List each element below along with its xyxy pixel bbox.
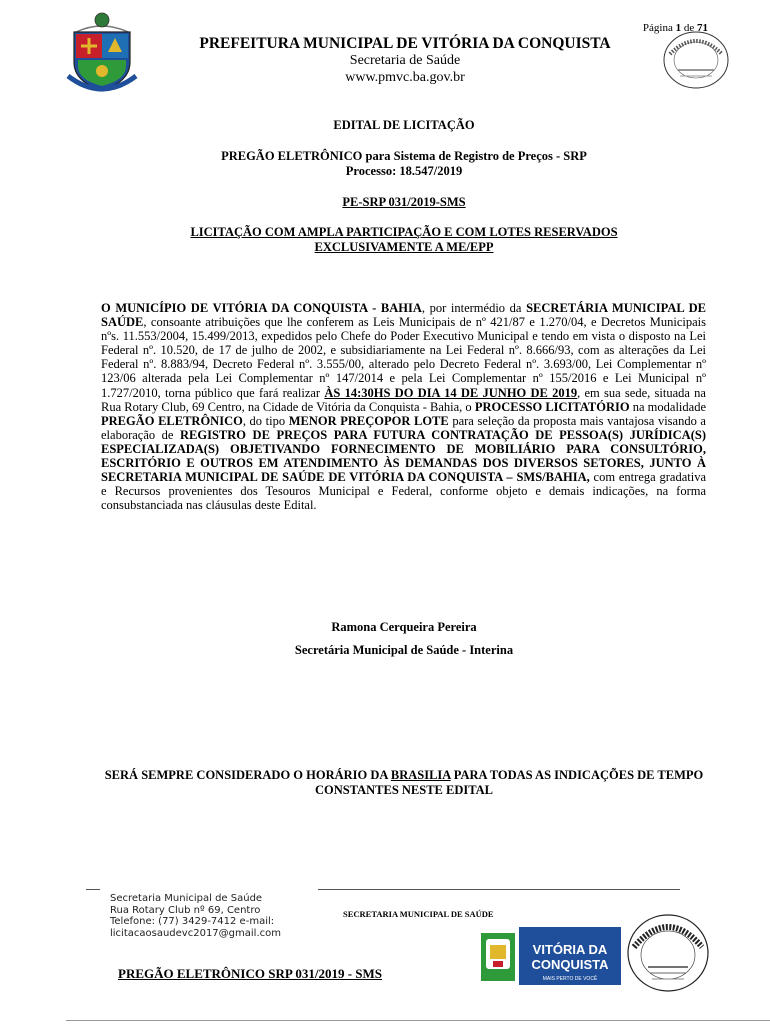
pregao-line: PREGÃO ELETRÔNICO para Sistema de Registro de Preços - SRP: [221, 149, 587, 163]
header-website: www.pmvc.ba.gov.br: [345, 70, 465, 85]
footer-address: [110, 893, 281, 939]
footer-address-line: Rua Rotary Club nº 69, Centro: [110, 904, 261, 916]
vitoria-da-conquista-logo: [481, 927, 621, 985]
page-number: Página 1 de 71: [642, 22, 708, 34]
logo-text-line2: CONQUISTA: [531, 957, 609, 972]
footer-secretaria-label: SECRETARIA MUNICIPAL DE SAÚDE: [343, 909, 494, 919]
signatory-name: Ramona Cerqueira Pereira: [331, 620, 477, 634]
processo-line: Processo: 18.547/2019: [345, 164, 463, 178]
header-subtitle: Secretaria de Saúde: [349, 53, 461, 68]
secretaria-stamp-icon: [662, 30, 730, 90]
logo-text-line1: VITÓRIA DA: [532, 942, 608, 957]
footer-pregao-reference: PREGÃO ELETRÔNICO SRP 031/2019 - SMS: [118, 966, 383, 981]
header-title: PREFEITURA MUNICIPAL DE VITÓRIA DA CONQUISTA: [199, 35, 611, 52]
secretaria-stamp-icon: [626, 913, 710, 993]
footer-divider: [318, 889, 680, 890]
time-notice: SERÁ SEMPRE CONSIDERADO O HORÁRIO DA BRASILIA PARA TODAS AS INDICAÇÕES DE TEMPO CONSTANTES NESTE EDITAL: [104, 768, 704, 797]
footer-dash: [86, 889, 100, 890]
footer-address-line: Telefone: (77) 3429-7412 e-mail:: [110, 916, 275, 927]
pe-srp-line: PE-SRP 031/2019-SMS: [342, 195, 466, 209]
logo-tagline: MAIS PERTO DE VOCÊ: [542, 976, 598, 982]
footer-email: licitacaosaudevc2017@gmail.com: [110, 927, 281, 939]
page-bottom-rule: [66, 1020, 770, 1021]
footer-address-line: Secretaria Municipal de Saúde: [110, 893, 263, 904]
signatory-role: Secretária Municipal de Saúde - Interina: [294, 643, 514, 657]
edital-body-paragraph: O MUNICÍPIO DE VITÓRIA DA CONQUISTA - BAHIA, por intermédio da SECRETÁRIA MUNICIPAL DE SAÚDE, consoante atribuições que lhe conferem as Leis Municipais de nº 421/87 e 1.270/04, e Decretos Municipais nºs. 11.553/2004, 15.499/2013, expedidos pelo Chefe do Poder Executivo Municipal e tendo em vista o disposto na Lei Federal nº. 10.520, de 17 de julho de 2002, e subsidiariamente na Lei Federal nº. 8.666/93, com as alterações da Lei Federal nº. 8.883/94, Decreto Federal nº. 3.555/00, alterado pelo Decreto Federal nº. 3.693/00, Lei Complementar nº 123/06 alterada pela Lei Complementar nº 147/2014 e pela Lei Complementar nº 155/2016 e Lei Municipal nº 1.727/2010, torna público que fará realizar ÀS 14:30HS DO DIA 14 DE JUNHO DE 2019, em sua sede, situada na Rua Rotary Club, 69 Centro, na Cidade de Vitória da Conquista - Bahia, o PROCESSO LICITATÓRIO na modalidade PREGÃO ELETRÔNICO, do tipo MENOR PREÇOPOR LOTE para seleção da proposta mais vantajosa visando a elaboração de REGISTRO DE PREÇOS PARA FUTURA CONTRATAÇÃO DE PESSOA(S) JURÍDICA(S) ESPECIALIZADA(S) OBJETIVANDO FORNECIMENTO DE MOBILIÁRIO PARA CONSULTÓRIO, ESCRITÓRIO E OUTROS EM ATENDIMENTO ÀS DEMANDAS DOS DIVERSOS SETORES, JUNTO À SECRETARIA MUNICIPAL DE SAÚDE DE VITÓRIA DA CONQUISTA – SMS/BAHIA, com entrega gradativa e Recursos provenientes dos Tesouros Municipal e Federal, conforme objeto e demais indicações, na forma consubstanciada nas cláusulas deste Edital.: [101, 301, 706, 513]
licitacao-line-1: LICITAÇÃO COM AMPLA PARTICIPAÇÃO E COM LOTES RESERVADOS: [190, 225, 618, 239]
edital-heading: EDITAL DE LICITAÇÃO: [333, 118, 475, 132]
licitacao-line-2: EXCLUSIVAMENTE A ME/EPP: [314, 240, 494, 254]
municipal-crest-logo: [62, 10, 142, 96]
